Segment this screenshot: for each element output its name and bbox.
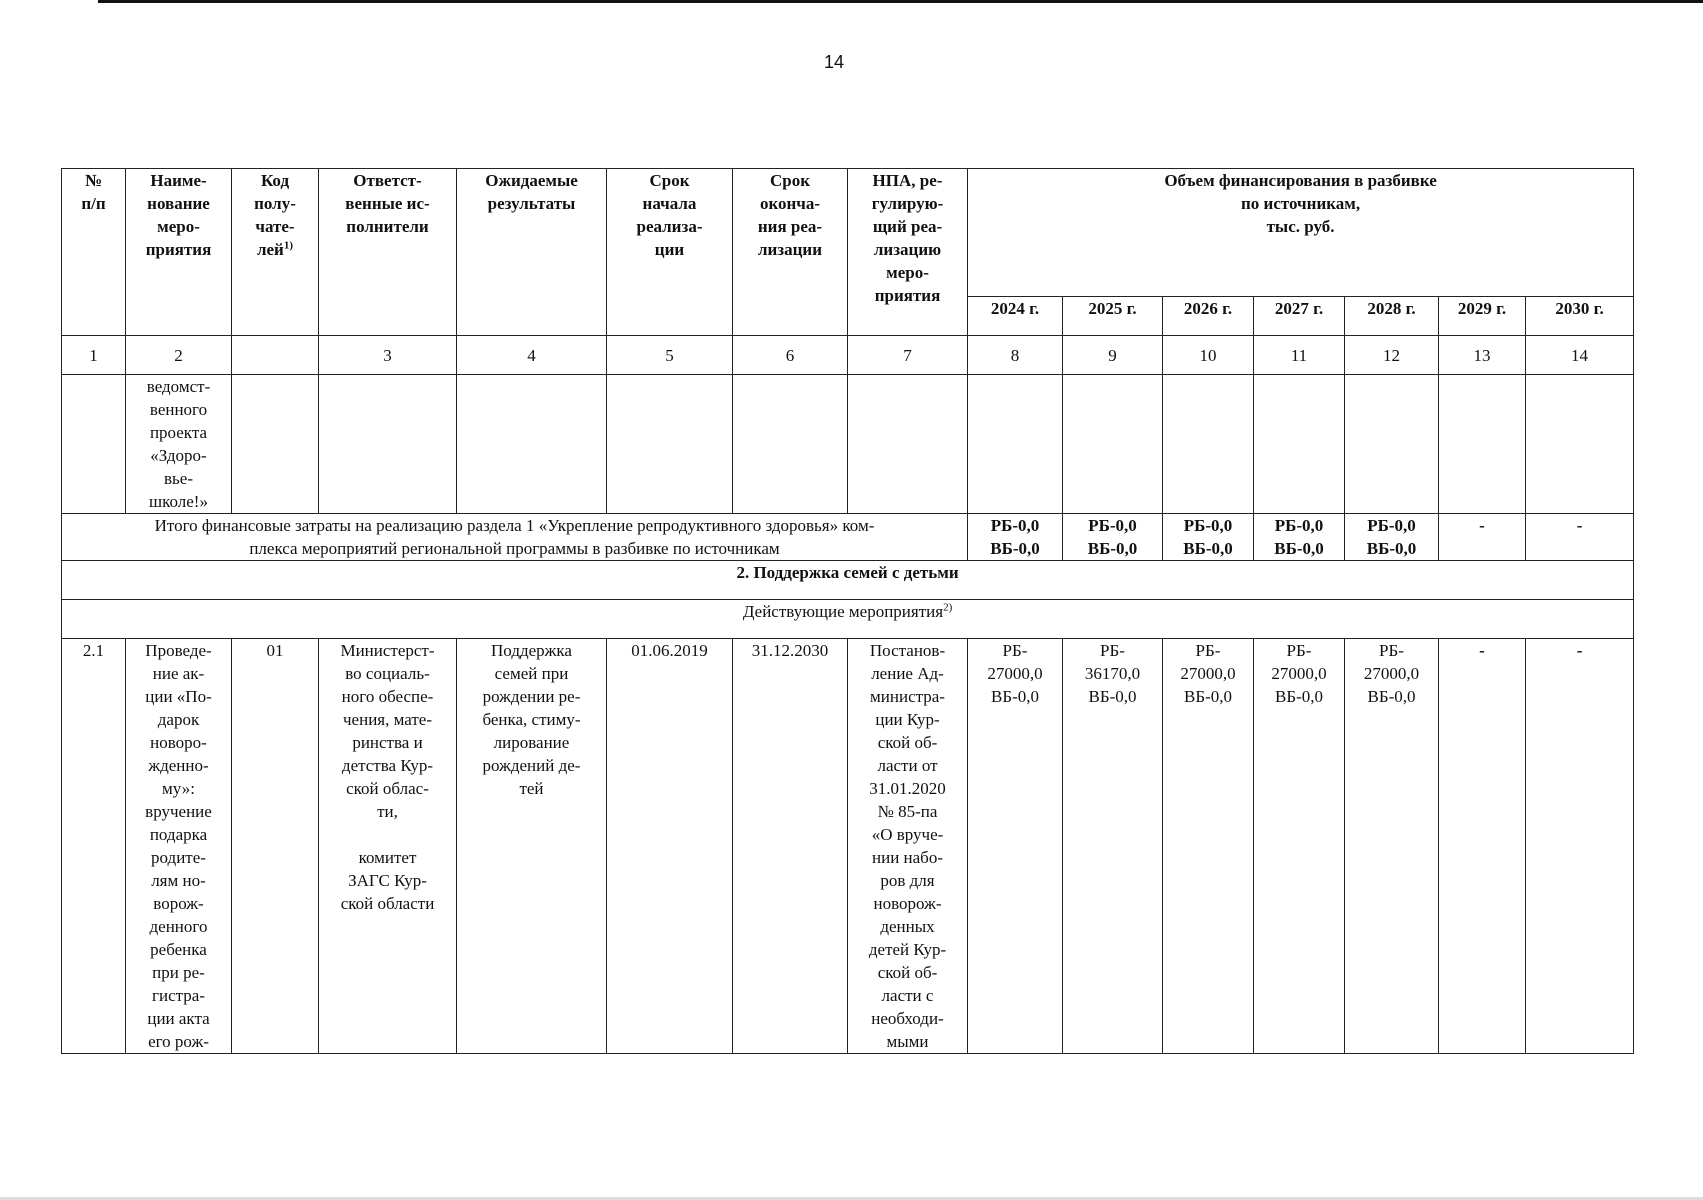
- table-cell: [968, 375, 1063, 514]
- colnum-cell: 1: [62, 336, 126, 375]
- page-number: 14: [823, 52, 845, 72]
- table-cell: [1526, 375, 1634, 514]
- colnum-cell: 4: [457, 336, 607, 375]
- colnum-cell: 5: [607, 336, 733, 375]
- itogo-2025: РБ-0,0 ВБ-0,0: [1063, 514, 1163, 561]
- table-header-row: [62, 169, 1634, 297]
- colnum-cell: 6: [733, 336, 848, 375]
- colnum-cell: 3: [319, 336, 457, 375]
- table-cell: [319, 375, 457, 514]
- row-fin-2025: РБ- 36170,0 ВБ-0,0: [1063, 639, 1163, 1054]
- header-npa: НПА, ре- гулирую- щий реа- лизацию меро- приятия: [848, 169, 968, 336]
- itogo-row: [62, 514, 1634, 561]
- table-cell: [1063, 375, 1163, 514]
- row-results: Поддержка семей при рождении ре- бенка, стиму- лирование рождений де- тей: [457, 639, 607, 1054]
- table-cell: [62, 375, 126, 514]
- subsection-title: Действующие мероприятия$^{2)}$: [62, 600, 1634, 639]
- table-cell: [1439, 375, 1526, 514]
- section-title: 2. Поддержка семей с детьми: [62, 561, 1634, 600]
- header-results: Ожидаемые результаты: [457, 169, 607, 336]
- table-row: [62, 639, 1634, 1054]
- table-cell: [457, 375, 607, 514]
- row-start-date: 01.06.2019: [607, 639, 733, 1054]
- column-numbers-row: [62, 336, 1634, 375]
- header-start: Срок начала реализа- ции: [607, 169, 733, 336]
- year-2025: 2025 г.: [1063, 297, 1163, 336]
- year-2028: 2028 г.: [1345, 297, 1439, 336]
- colnum-cell: 7: [848, 336, 968, 375]
- header-financing: Объем финансирования в разбивке по источникам, тыс. руб.: [968, 169, 1634, 297]
- section-row: [62, 561, 1634, 600]
- header-end: Срок оконча- ния реа- лизации: [733, 169, 848, 336]
- continued-name: ведомст- венного проекта «Здоро- вье- школе!»: [126, 375, 232, 514]
- row-fin-2030: -: [1526, 639, 1634, 1054]
- continued-row: [62, 375, 1634, 514]
- year-2027: 2027 г.: [1254, 297, 1345, 336]
- scan-top-border: [98, 0, 1703, 3]
- colnum-cell: 9: [1063, 336, 1163, 375]
- colnum-cell: 10: [1163, 336, 1254, 375]
- subsection-row: [62, 600, 1634, 639]
- financing-table: [61, 168, 1634, 1054]
- year-2026: 2026 г.: [1163, 297, 1254, 336]
- row-fin-2027: РБ- 27000,0 ВБ-0,0: [1254, 639, 1345, 1054]
- itogo-2024: РБ-0,0 ВБ-0,0: [968, 514, 1063, 561]
- itogo-description: [62, 514, 968, 561]
- colnum-cell: 11: [1254, 336, 1345, 375]
- itogo-2027: РБ-0,0 ВБ-0,0: [1254, 514, 1345, 561]
- itogo-2030: -: [1526, 514, 1634, 561]
- row-event-name: Проведе- ние ак- ции «По- дарок новоро- жденно- му»: вручение подарка родите- лям но- ворож- денного ребенка при ре- гистра- ции акта его рож-: [126, 639, 232, 1054]
- itogo-2028: РБ-0,0 ВБ-0,0: [1345, 514, 1439, 561]
- itogo-2029: -: [1439, 514, 1526, 561]
- colnum-cell: 8: [968, 336, 1063, 375]
- itogo-text-line1: финансовые затраты на реализацию раздела 1 «Укрепление репродуктивного здоровья» ком-: [201, 516, 875, 535]
- colnum-cell: 13: [1439, 336, 1526, 375]
- table-cell: [733, 375, 848, 514]
- row-fin-2028: РБ- 27000,0 ВБ-0,0: [1345, 639, 1439, 1054]
- colnum-cell: 2: [126, 336, 232, 375]
- year-2029: 2029 г.: [1439, 297, 1526, 336]
- year-2024: 2024 г.: [968, 297, 1063, 336]
- itogo-2026: РБ-0,0 ВБ-0,0: [1163, 514, 1254, 561]
- header-code: Код полу- чате- лей$^{1)}$: [232, 169, 319, 336]
- colnum-cell: 14: [1526, 336, 1634, 375]
- row-fin-2029: -: [1439, 639, 1526, 1054]
- header-num: № п/п: [62, 169, 126, 336]
- table-cell: [1345, 375, 1439, 514]
- row-end-date: 31.12.2030: [733, 639, 848, 1054]
- header-executors: Ответст- венные ис- полнители: [319, 169, 457, 336]
- colnum-cell: 12: [1345, 336, 1439, 375]
- table-cell: [848, 375, 968, 514]
- table-cell: [232, 375, 319, 514]
- table-cell: [1254, 375, 1345, 514]
- header-name: Наиме- нование меро- приятия: [126, 169, 232, 336]
- table-cell: [1163, 375, 1254, 514]
- itogo-label: Итого: [154, 516, 198, 535]
- colnum-cell: [232, 336, 319, 375]
- row-fin-2024: РБ- 27000,0 ВБ-0,0: [968, 639, 1063, 1054]
- year-2030: 2030 г.: [1526, 297, 1634, 336]
- itogo-text-line2: плекса мероприятий региональной программы в разбивке по источникам: [249, 539, 780, 558]
- row-executors: Министерст- во социаль- ного обеспе- чения, мате- ринства и детства Кур- ской облас- ти, комитет ЗАГС Кур- ской области: [319, 639, 457, 1054]
- row-number: 2.1: [62, 639, 126, 1054]
- table-cell: [607, 375, 733, 514]
- row-recipient-code: 01: [232, 639, 319, 1054]
- row-fin-2026: РБ- 27000,0 ВБ-0,0: [1163, 639, 1254, 1054]
- row-npa: Постанов- ление Ад- министра- ции Кур- ской об- ласти от 31.01.2020 № 85-па «О вруче- нии набо- ров для новорож- денных детей Кур- ской об- ласти с необходи- мыми: [848, 639, 968, 1054]
